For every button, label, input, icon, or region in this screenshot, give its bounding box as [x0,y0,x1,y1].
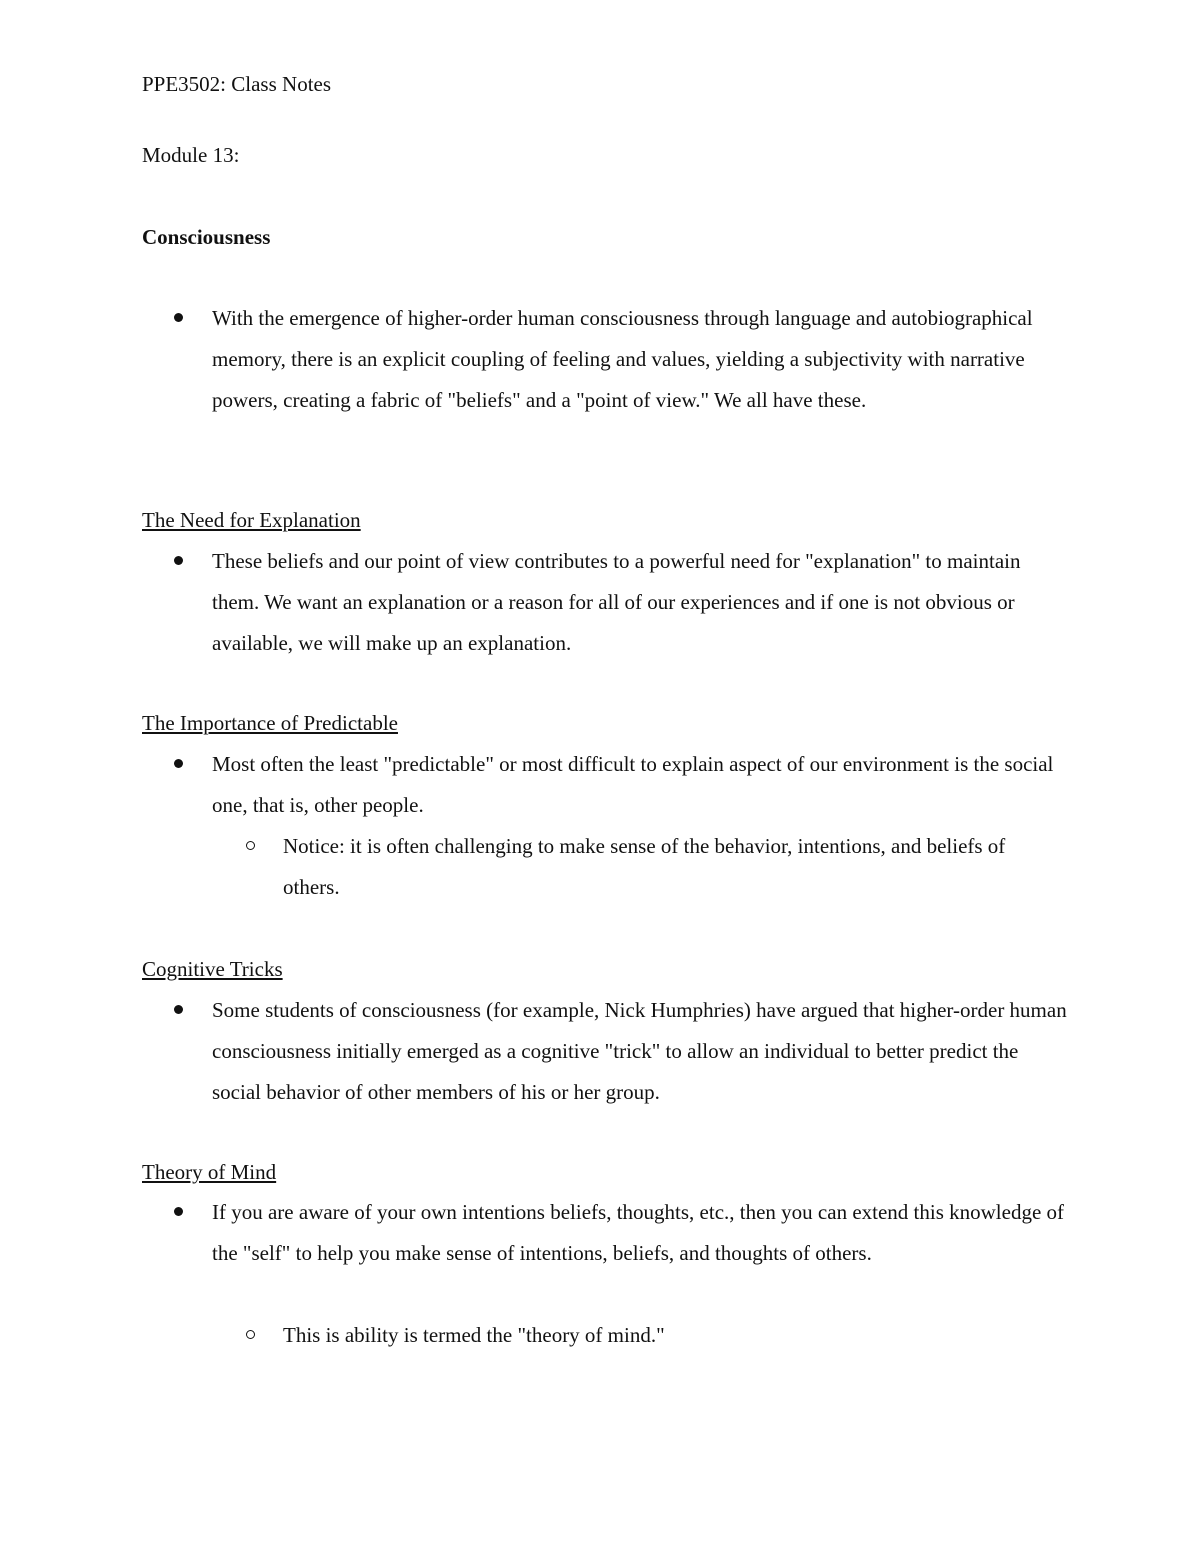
bullet-dot-icon [174,556,183,565]
sub-bullet-circle-icon [246,1330,255,1339]
bullet-text: These beliefs and our point of view contributes to a powerful need for "explanation" to maintain them. We want an explanation or a reason for all of our experiences and if one is not obvious or available, we will make up an explanation. [212,549,1021,655]
sub-list-item [283,1315,1043,1356]
bullet-dot-icon [174,759,183,768]
sub-bullet-text: This is ability is termed the "theory of mind." [283,1323,665,1347]
section-title-consciousness: Consciousness [142,225,271,249]
bullet-text: With the emergence of higher-order human consciousness through language and autobiographical memory, there is an explicit coupling of feeling and values, yielding a subjectivity with narrative powers, creating a fabric of "beliefs" and a "point of view." We all have these. [212,306,1033,412]
bullet-text: If you are aware of your own intentions beliefs, thoughts, etc., then you can extend this knowledge of the "self" to help you make sense of intentions, beliefs, and thoughts of others. [212,1200,1065,1265]
list-item [212,298,1072,421]
section-title-need-for-explanation: The Need for Explanation [142,508,361,532]
bullet-text: Some students of consciousness (for example, Nick Humphries) have argued that higher-order human consciousness initially emerged as a cognitive "trick" to allow an individual to better predict the social behavior of other members of his or her group. [212,998,1067,1104]
list-item [212,1192,1072,1274]
sub-bullet-text: Notice: it is often challenging to make sense of the behavior, intentions, and beliefs of others. [283,834,1006,899]
module-label: Module 13: [142,143,240,167]
bullet-dot-icon [174,1207,183,1216]
list-item [212,744,1072,826]
course-title: PPE3502: Class Notes [142,72,332,96]
bullet-text: Most often the least "predictable" or most difficult to explain aspect of our environment is the social one, that is, other people. [212,752,1054,817]
section-title-cognitive-tricks: Cognitive Tricks [142,957,283,981]
sub-bullet-circle-icon [246,841,255,850]
list-item [212,541,1072,664]
bullet-dot-icon [174,313,183,322]
sub-list-item [283,826,1043,908]
list-item [212,990,1072,1113]
section-title-importance-of-predictable: The Importance of Predictable [142,711,398,735]
section-title-theory-of-mind: Theory of Mind [142,1160,277,1184]
bullet-dot-icon [174,1005,183,1014]
